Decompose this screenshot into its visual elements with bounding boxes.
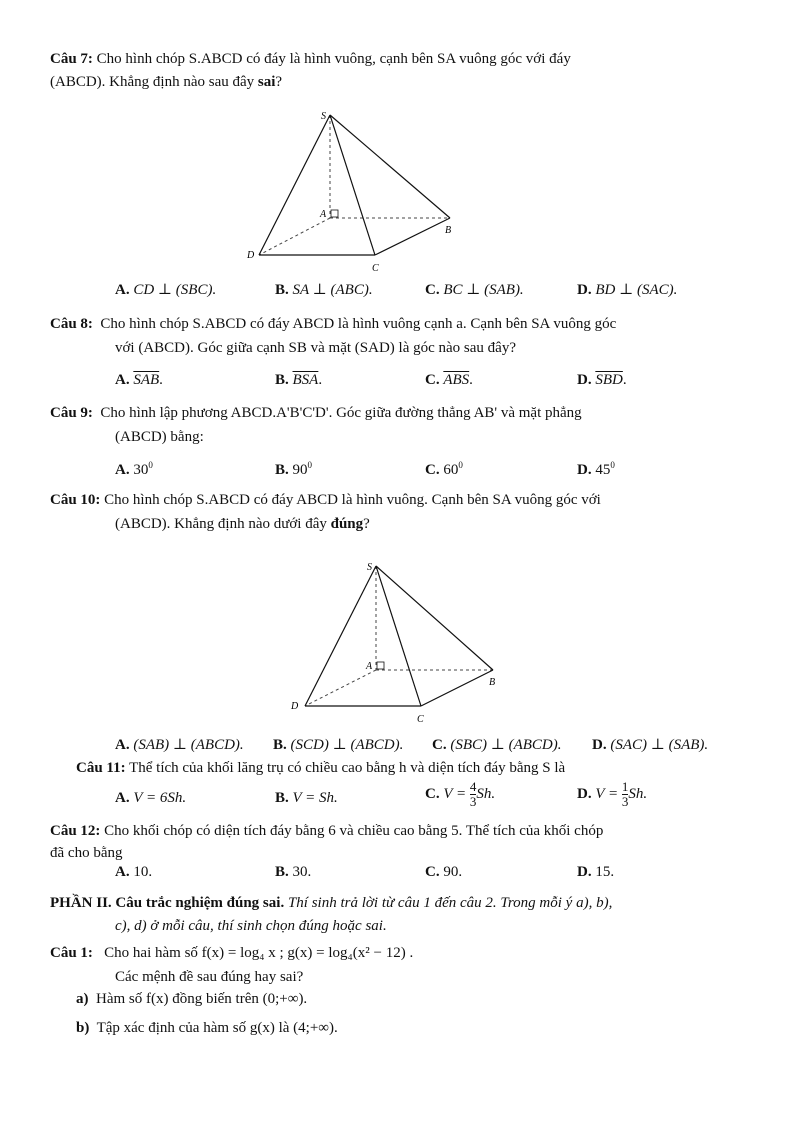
p2q1-item-b-text: Tập xác định của hàm số g(x) là (4;+∞). [96, 1020, 338, 1036]
q7-point-c: C [372, 263, 379, 274]
p2q1-item-a[interactable] [76, 991, 307, 1008]
q7-label: Câu 7: [50, 51, 93, 67]
q11-option-d[interactable]: D. V = $\frac{1}{3}$ Sh. [577, 779, 648, 809]
q11-text1: Thể tích của khối lăng trụ có chiều cao bằng h và diện tích đáy bằng S là [129, 760, 566, 776]
part2-heading [50, 895, 612, 912]
q7-option-c[interactable]: C. BC ⊥ (SAB). [425, 282, 524, 298]
q11-label: Câu 11: [76, 760, 126, 776]
q7-point-b: B [445, 225, 452, 236]
q10-point-a: A [366, 661, 373, 672]
q11-option-a[interactable]: A. V = 6Sh. [115, 790, 187, 806]
q12-text1: Cho khối chóp có diện tích đáy bằng 6 và chiều cao bằng 5. Thể tích của khối chóp [104, 823, 604, 839]
q9-label: Câu 9: [50, 405, 93, 421]
q11-option-b[interactable]: B. V = Sh. [275, 790, 338, 806]
q9-text1: Cho hình lập phương ABCD.A'B'C'D'. Góc giữa đường thẳng AB' và mặt phẳng [100, 405, 582, 421]
q12-option-c[interactable]: C. 90. [425, 864, 463, 880]
q9-line2: (ABCD) bằng: [115, 429, 204, 445]
q8-line1 [50, 316, 616, 333]
q10-line1 [50, 492, 601, 509]
q12-label: Câu 12: [50, 823, 101, 839]
q12-option-d[interactable]: D. 15. [577, 864, 615, 880]
p2q1-label: Câu 1: [50, 945, 93, 961]
q11-line1 [76, 760, 565, 777]
q12-line2: đã cho bằng [50, 845, 123, 861]
q7-point-a: A [320, 209, 327, 220]
q9-option-c[interactable]: C. $60^0$ [425, 460, 463, 478]
q10-option-b[interactable]: B. (SCD) ⊥ (ABCD). [273, 737, 404, 753]
q10-option-a[interactable]: A. (SAB) ⊥ (ABCD). [115, 737, 244, 753]
q10-option-c[interactable]: C. (SBC) ⊥ (ABCD). [432, 737, 562, 753]
q9-option-d[interactable]: D. $45^0$ [577, 460, 615, 478]
q9-line1 [50, 405, 582, 422]
q9-option-a[interactable]: A. $30^0$ [115, 460, 153, 478]
part2-instruction-1: Thí sinh trả lời từ câu 1 đến câu 2. Trong mỗi ý a), b), [284, 895, 613, 911]
q10-point-c: C [417, 714, 424, 725]
p2q1-item-a-text: Hàm số f(x) đồng biến trên (0;+∞). [96, 991, 308, 1007]
q10-point-d: D [291, 701, 299, 712]
q10-text2: (ABCD). Khẳng định nào dưới đây [115, 516, 331, 532]
p2q1-text1: Cho hai hàm số f(x) = log₄ x ; g(x) = log₄(x² − 12) . [104, 945, 414, 961]
q7-line2 [50, 74, 282, 91]
p2q1-item-a-label: a) [76, 991, 89, 1007]
p2q1-item-b[interactable] [76, 1020, 338, 1037]
q8-text1: Cho hình chóp S.ABCD có đáy ABCD là hình vuông cạnh a. Cạnh bên SA vuông góc [100, 316, 617, 332]
q10-point-b: B [489, 677, 496, 688]
part2-title: PHẦN II. Câu trắc nghiệm đúng sai. [50, 895, 285, 911]
q12-line1 [50, 823, 603, 840]
q10-line2 [115, 516, 370, 533]
q10-text1: Cho hình chóp S.ABCD có đáy ABCD là hình vuông. Cạnh bên SA vuông góc với [104, 492, 601, 508]
q11-option-c[interactable]: C. V = $\frac{4}{3}$ Sh. [425, 779, 496, 809]
q8-option-d[interactable]: D. $\overline{SBD}$. [577, 372, 627, 388]
q10-label: Câu 10: [50, 492, 101, 508]
q8-option-b[interactable]: B. $\overline{BSA}$. [275, 372, 323, 388]
q7-text2-end: ? [275, 74, 283, 90]
q7-option-d[interactable]: D. BD ⊥ (SAC). [577, 282, 678, 298]
p2q1-line2: Các mệnh đề sau đúng hay sai? [115, 969, 304, 985]
q10-emphasis: đúng [330, 516, 364, 532]
q7-option-a[interactable]: A. CD ⊥ (SBC). [115, 282, 217, 298]
q7-text1: Cho hình chóp S.ABCD có đáy là hình vuông, cạnh bên SA vuông góc với đáy [96, 51, 571, 67]
q10-option-d[interactable]: D. (SAC) ⊥ (SAB). [592, 737, 709, 753]
q8-option-c[interactable]: C. $\overline{ABS}$. [425, 372, 473, 388]
q10-point-s: S [367, 562, 372, 573]
q10-text2-end: ? [363, 516, 370, 532]
q8-label: Câu 8: [50, 316, 93, 332]
q7-point-d: D [247, 250, 255, 261]
q7-line1 [50, 51, 571, 68]
q7-point-s: S [321, 111, 326, 122]
q7-text2: (ABCD). Khẳng định nào sau đây [50, 74, 258, 90]
q8-option-a[interactable]: A. $\overline{SAB}$. [115, 372, 163, 388]
q8-line2: với (ABCD). Góc giữa cạnh SB và mặt (SAD) là góc nào sau đây? [115, 340, 516, 356]
q12-option-b[interactable]: B. 30. [275, 864, 312, 880]
p2q1-line1 [50, 945, 413, 962]
q7-pyramid-figure [245, 105, 465, 280]
q9-option-b[interactable]: B. $90^0$ [275, 460, 313, 478]
part2-instruction-2: c), d) ở mỗi câu, thí sinh chọn đúng hoặc sai. [115, 918, 387, 934]
q12-option-a[interactable]: A. 10. [115, 864, 153, 880]
q7-emphasis: sai [257, 74, 276, 90]
p2q1-item-b-label: b) [76, 1020, 90, 1036]
q10-pyramid-figure [288, 558, 508, 728]
q7-option-b[interactable]: B. SA ⊥ (ABC). [275, 282, 373, 298]
